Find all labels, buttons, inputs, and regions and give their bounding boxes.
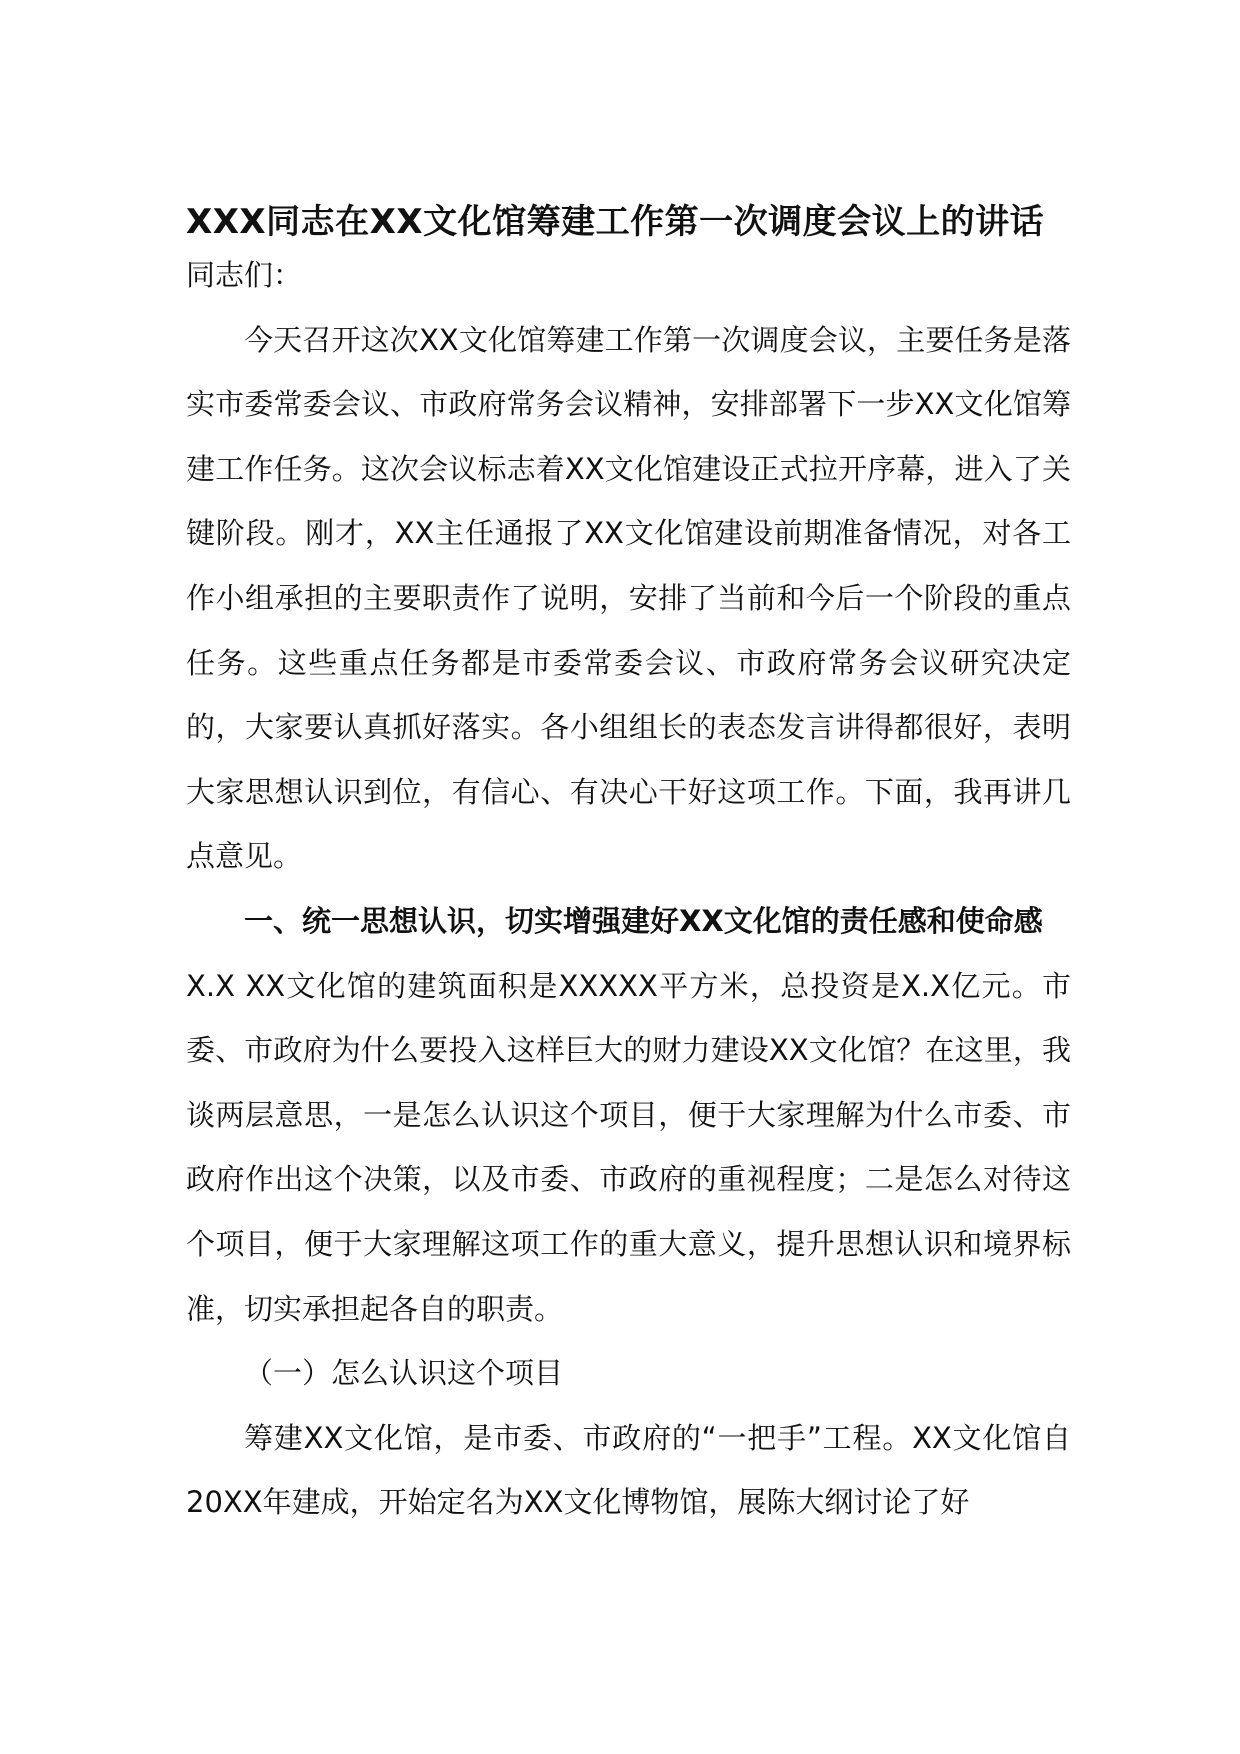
paragraph-project: 筹建XX文化馆，是市委、市政府的“一把手”工程。XX文化馆自20XX年建成，开始定名为XX文化博物馆，展陈大纲讨论了好 [186, 1420, 1071, 1520]
document-title: XXX同志在XX文化馆筹建工作第一次调度会议上的讲话 [186, 202, 1045, 242]
paragraph-investment: X.X XX文化馆的建筑面积是XXXXX平方米，总投资是X.X亿元。市委、市政府为什么要投入这样巨大的财力建设XX文化馆？在这里，我谈两层意思，一是怎么认识这个项目，便于大家理解为什么市委、市政府作出这个决策，以及市委、市政府的重视程度；二是怎么对待这个项目，便于大家理解这项工作的重大意义，提升思想认识和境界标准，切实承担起各自的职责。 [186, 968, 1071, 1326]
subsection-heading-1: （一）怎么认识这个项目 [244, 1356, 564, 1391]
salutation: 同志们： [186, 258, 303, 292]
paragraph-opening: 今天召开这次XX文化馆筹建工作第一次调度会议，主要任务是落实市委常委会议、市政府常务会议精神，安排部署下一步XX文化馆筹建工作任务。这次会议标志着XX文化馆建设正式拉开序幕，进入了关键阶段。刚才，XX主任通报了XX文化馆建设前期准备情况，对各工作小组承担的主要职责作了说明，安排了当前和今后一个阶段的重点任务。这些重点任务都是市委常委会议、市政府常务会议研究决定的，大家要认真抓好落实。各小组组长的表态发言讲得都很好，表明大家思想认识到位，有信心、有决心干好这项工作。下面，我再讲几点意见。 [186, 322, 1071, 874]
section-heading-1: 一、统一思想认识，切实增强建好XX文化馆的责任感和使命感 [244, 903, 1043, 938]
document-body [186, 243, 1071, 1535]
